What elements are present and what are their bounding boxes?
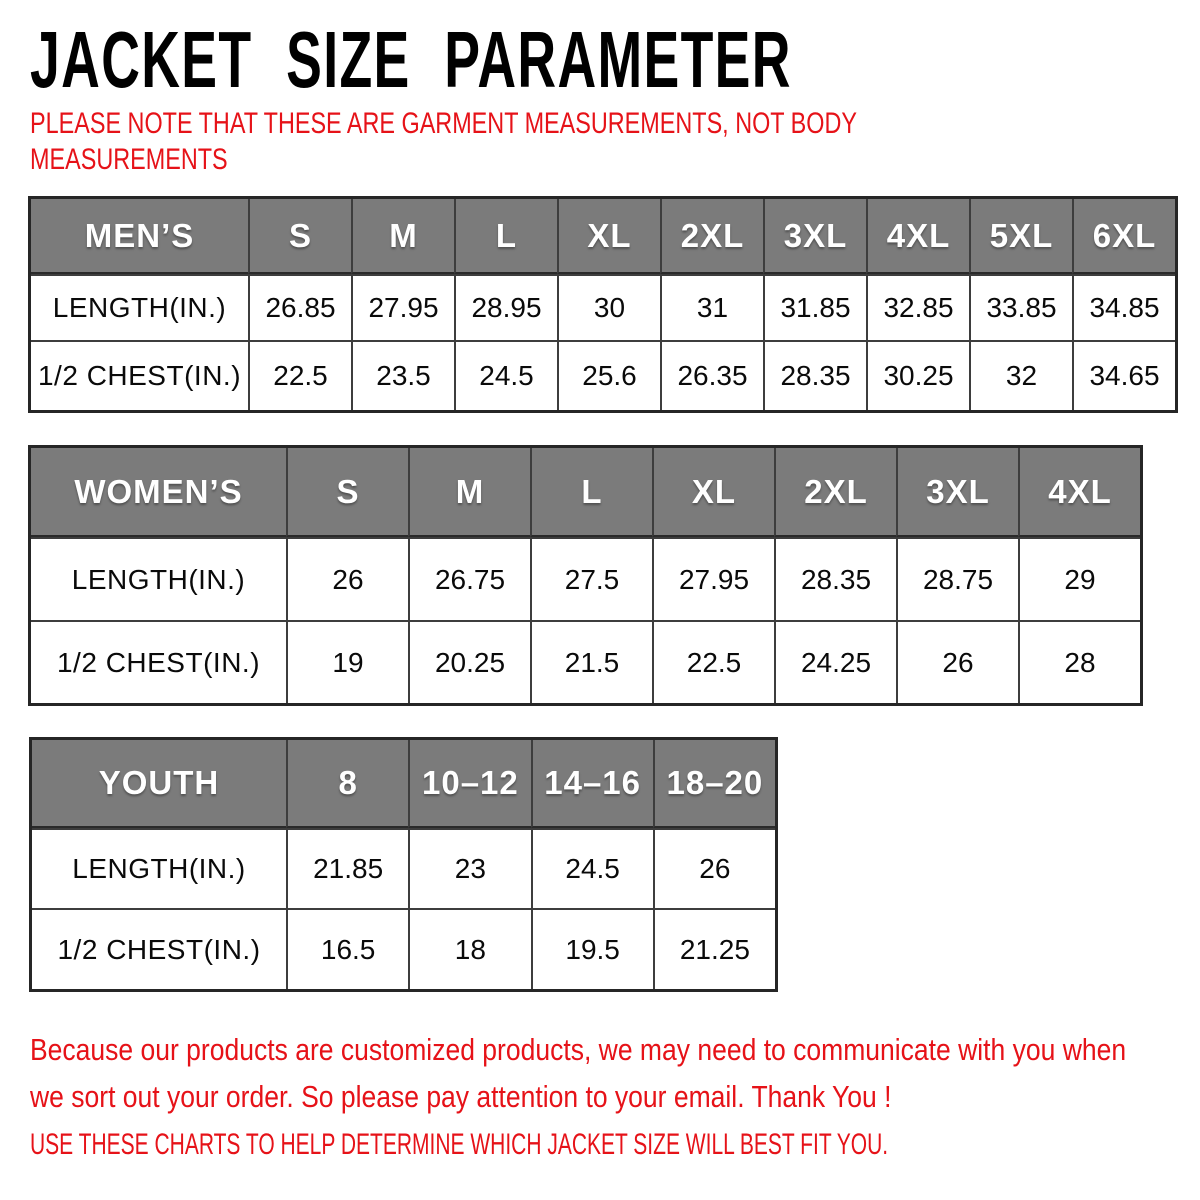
measurement-value-cell: 22.5 bbox=[248, 340, 351, 410]
measurement-value-cell: 26 bbox=[653, 828, 775, 908]
row-label-cell: 1/2 CHEST(IN.) bbox=[31, 340, 248, 410]
garment-measurement-note: PLEASE NOTE THAT THESE ARE GARMENT MEASUREMENTS, NOT BODY MEASUREMENTS bbox=[30, 107, 857, 176]
row-label-cell: LENGTH(IN.) bbox=[31, 537, 286, 620]
row-label-cell: LENGTH(IN.) bbox=[32, 828, 286, 908]
measurement-value-cell: 22.5 bbox=[652, 620, 774, 703]
measurement-value-cell: 26.75 bbox=[408, 537, 530, 620]
size-header-cell: 10–12 bbox=[408, 740, 530, 828]
mens-table-title: MEN’S bbox=[31, 199, 248, 274]
measurement-value-cell: 26.85 bbox=[248, 274, 351, 340]
measurement-value-cell: 31 bbox=[660, 274, 763, 340]
measurement-value-cell: 21.85 bbox=[286, 828, 408, 908]
womens-size-table bbox=[28, 445, 1143, 706]
row-label-cell: LENGTH(IN.) bbox=[31, 274, 248, 340]
measurement-value-cell: 33.85 bbox=[969, 274, 1072, 340]
size-header-cell: S bbox=[248, 199, 351, 274]
measurement-value-cell: 21.5 bbox=[530, 620, 652, 703]
measurement-value-cell: 28 bbox=[1018, 620, 1140, 703]
measurement-value-cell: 29 bbox=[1018, 537, 1140, 620]
measurement-value-cell: 28.75 bbox=[896, 537, 1018, 620]
row-label-cell: 1/2 CHEST(IN.) bbox=[32, 908, 286, 989]
measurement-value-cell: 26 bbox=[286, 537, 408, 620]
measurement-value-cell: 19.5 bbox=[531, 908, 653, 989]
size-header-cell: XL bbox=[652, 448, 774, 537]
measurement-value-cell: 32 bbox=[969, 340, 1072, 410]
size-header-cell: L bbox=[530, 448, 652, 537]
size-header-cell: 14–16 bbox=[531, 740, 653, 828]
measurement-value-cell: 16.5 bbox=[286, 908, 408, 989]
measurement-value-cell: 27.95 bbox=[351, 274, 454, 340]
youth-table-title: YOUTH bbox=[32, 740, 286, 828]
womens-table-title: WOMEN’S bbox=[31, 448, 286, 537]
page-title: JACKET SIZE PARAMETER bbox=[30, 15, 792, 104]
size-header-cell: 2XL bbox=[774, 448, 896, 537]
size-header-cell: 3XL bbox=[763, 199, 866, 274]
measurement-value-cell: 26 bbox=[896, 620, 1018, 703]
measurement-value-cell: 26.35 bbox=[660, 340, 763, 410]
measurement-value-cell: 34.65 bbox=[1072, 340, 1175, 410]
measurement-value-cell: 25.6 bbox=[557, 340, 660, 410]
size-header-cell: S bbox=[286, 448, 408, 537]
row-label-cell: 1/2 CHEST(IN.) bbox=[31, 620, 286, 703]
measurement-value-cell: 21.25 bbox=[653, 908, 775, 989]
measurement-value-cell: 24.5 bbox=[531, 828, 653, 908]
size-header-cell: 4XL bbox=[866, 199, 969, 274]
measurement-value-cell: 23.5 bbox=[351, 340, 454, 410]
measurement-value-cell: 30.25 bbox=[866, 340, 969, 410]
measurement-value-cell: 31.85 bbox=[763, 274, 866, 340]
size-header-cell: 18–20 bbox=[653, 740, 775, 828]
measurement-value-cell: 24.25 bbox=[774, 620, 896, 703]
mens-size-table bbox=[28, 196, 1178, 413]
measurement-value-cell: 32.85 bbox=[866, 274, 969, 340]
measurement-value-cell: 28.35 bbox=[774, 537, 896, 620]
measurement-value-cell: 27.5 bbox=[530, 537, 652, 620]
size-header-cell: L bbox=[454, 199, 557, 274]
size-header-cell: 8 bbox=[286, 740, 408, 828]
size-header-cell: M bbox=[408, 448, 530, 537]
measurement-value-cell: 20.25 bbox=[408, 620, 530, 703]
size-header-cell: 3XL bbox=[896, 448, 1018, 537]
measurement-value-cell: 28.95 bbox=[454, 274, 557, 340]
measurement-value-cell: 18 bbox=[408, 908, 530, 989]
fit-instruction: USE THESE CHARTS TO HELP DETERMINE WHICH JACKET SIZE WILL BEST FIT YOU. bbox=[30, 1128, 889, 1161]
measurement-value-cell: 30 bbox=[557, 274, 660, 340]
measurement-value-cell: 24.5 bbox=[454, 340, 557, 410]
measurement-value-cell: 23 bbox=[408, 828, 530, 908]
customization-notice: Because our products are customized products, we may need to communicate with you when we sort out your order. So please pay attention to your email. Thank You ! bbox=[30, 1032, 1127, 1114]
measurement-value-cell: 19 bbox=[286, 620, 408, 703]
size-header-cell: XL bbox=[557, 199, 660, 274]
youth-size-table bbox=[29, 737, 778, 992]
measurement-value-cell: 34.85 bbox=[1072, 274, 1175, 340]
measurement-value-cell: 28.35 bbox=[763, 340, 866, 410]
size-header-cell: M bbox=[351, 199, 454, 274]
size-header-cell: 6XL bbox=[1072, 199, 1175, 274]
size-header-cell: 4XL bbox=[1018, 448, 1140, 537]
measurement-value-cell: 27.95 bbox=[652, 537, 774, 620]
size-header-cell: 2XL bbox=[660, 199, 763, 274]
size-header-cell: 5XL bbox=[969, 199, 1072, 274]
